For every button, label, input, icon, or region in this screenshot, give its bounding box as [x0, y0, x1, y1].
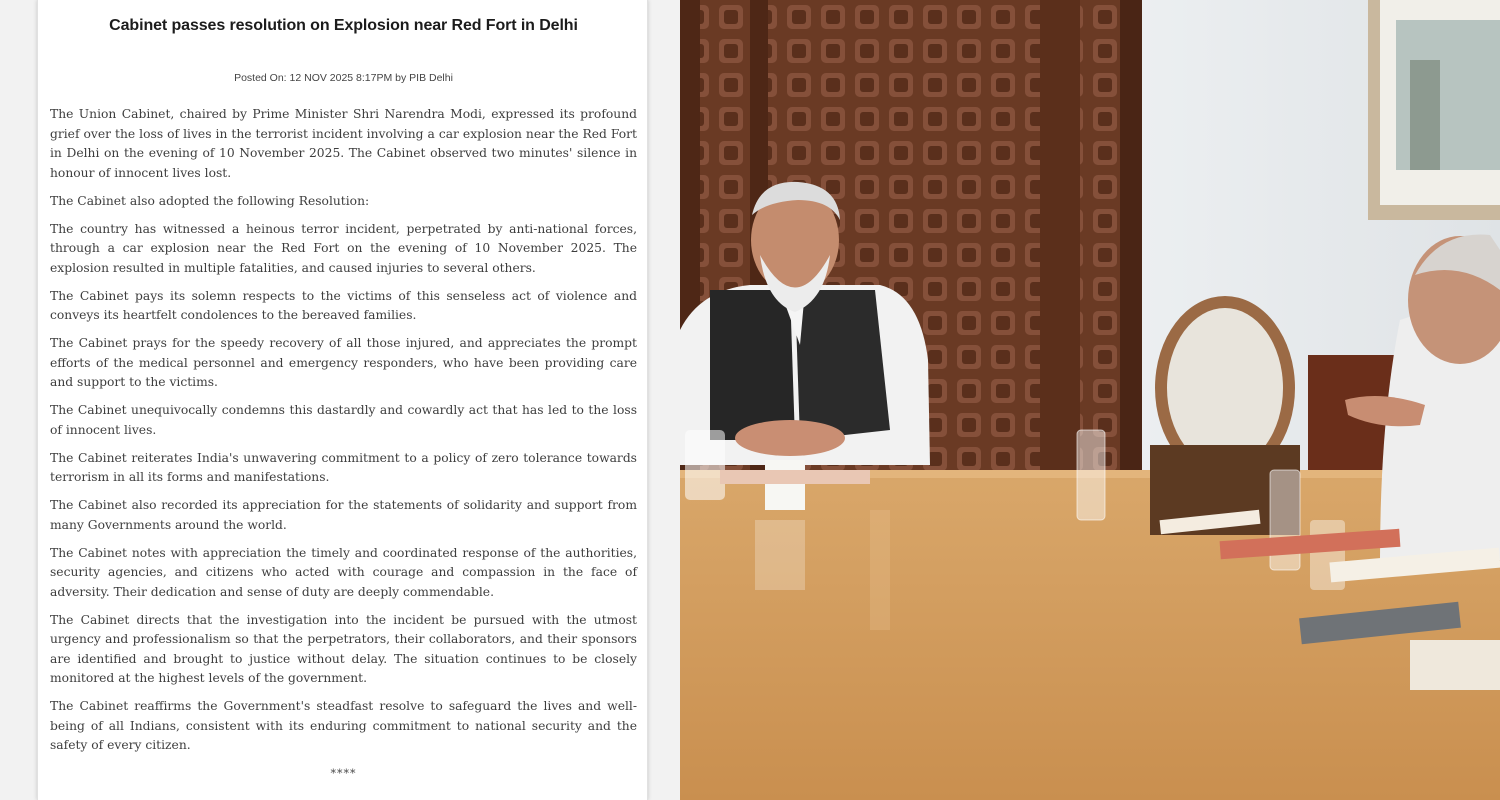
release-paragraph: The Cabinet reaffirms the Government's steadfast resolve to safeguard the lives and well-being of all Indians, consistent with its enduring commitment to national security and the safety of every citizen.	[50, 699, 637, 752]
release-paragraph: The Union Cabinet, chaired by Prime Minister Shri Narendra Modi, expressed its profound grief over the loss of lives in the terrorist incident involving a car explosion near the Red Fort in Delhi on the evening of 10 November 2025. The Cabinet observed two minutes' silence in honour of innocent lives lost.	[50, 107, 637, 180]
release-posted-on: Posted On: 12 NOV 2025 8:17PM by PIB Delhi	[234, 72, 453, 84]
release-body	[50, 105, 637, 764]
release-end-mark: ****	[330, 767, 357, 780]
release-paragraph: The Cabinet notes with appreciation the timely and coordinated response of the authorities, security agencies, and citizens who acted with courage and compassion in the face of adversity. Their dedication and sense of duty are deeply commendable.	[50, 545, 637, 599]
name-card	[765, 460, 805, 510]
meeting-photo-illustration	[680, 0, 1500, 800]
press-release-pane	[0, 0, 680, 800]
release-paragraph: The Cabinet pays its solemn respects to the victims of this senseless act of violence and conveys its heartfelt condolences to the bereaved families.	[50, 288, 637, 322]
release-paragraph: The Cabinet reiterates India's unwavering commitment to a policy of zero tolerance towards terrorism in all its forms and manifestations.	[50, 450, 637, 484]
release-paragraph: The country has witnessed a heinous terror incident, perpetrated by anti-national forces, through a car explosion near the Red Fort on the evening of 10 November 2025. The explosion resulted in multiple fatalities, and caused injuries to several others.	[50, 221, 637, 275]
release-paragraph: The Cabinet also recorded its appreciation for the statements of solidarity and support from many Governments around the world.	[50, 498, 637, 532]
release-paragraph: The Cabinet also adopted the following Resolution:	[50, 193, 370, 208]
release-paragraph: The Cabinet unequivocally condemns this dastardly and cowardly act that has led to the loss of innocent lives.	[50, 403, 637, 437]
release-paragraph: The Cabinet directs that the investigation into the incident be pursued with the utmost urgency and professionalism so that the perpetrators, their collaborators, and their sponsors are identified and brought to justice without delay. The situation continues to be closely monitored at the highest levels of the government.	[50, 612, 637, 685]
press-release-card	[37, 0, 648, 800]
release-title: Cabinet passes resolution on Explosion near Red Fort in Delhi	[109, 17, 578, 34]
release-paragraph: The Cabinet prays for the speedy recovery of all those injured, and appreciates the prompt efforts of the medical personnel and emergency responders, who have been providing care and support to the victims.	[50, 336, 637, 389]
cabinet-meeting-photo	[680, 0, 1500, 800]
